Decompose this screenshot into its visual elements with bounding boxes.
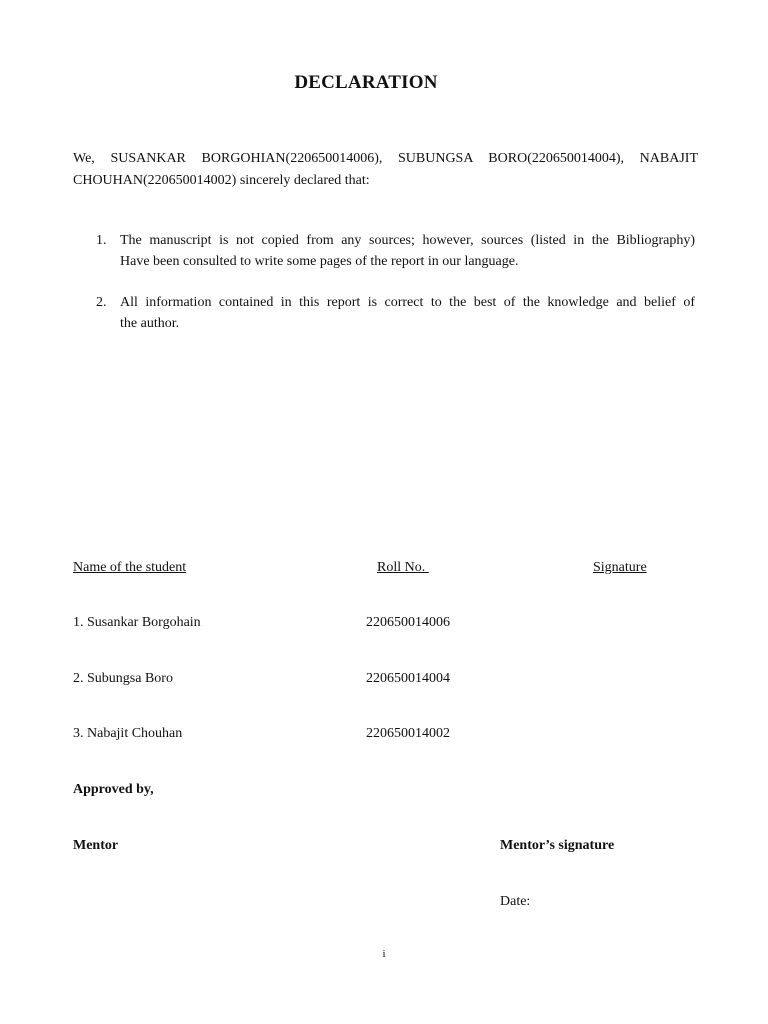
declaration-text-line-2: the author.	[120, 316, 180, 331]
student-roll: 220650014006	[366, 615, 450, 630]
declaration-text-line-1: The manuscript is not copied from any sources; however, sources (listed in the Bibliography)	[120, 233, 695, 248]
table-row	[73, 615, 693, 635]
date-label: Date:	[500, 894, 531, 909]
student-name: 2. Subungsa Boro	[73, 671, 173, 686]
header-name-of-student: Name of the student	[73, 560, 187, 575]
declaration-text-line-2: Have been consulted to write some pages of the report in our language.	[120, 254, 519, 269]
intro-line-2: CHOUHAN(220650014002) sincerely declared that:	[73, 173, 370, 188]
page-title: DECLARATION	[294, 72, 438, 93]
declaration-list	[96, 230, 695, 354]
declaration-number: 1.	[96, 233, 107, 248]
header-roll-no: Roll No.	[377, 560, 429, 575]
table-row	[73, 726, 693, 746]
intro-line-1: We, SUSANKAR BORGOHIAN(220650014006), SUBUNGSA BORO(220650014004), NABAJIT	[73, 151, 698, 166]
intro-paragraph	[73, 148, 698, 192]
mentor-label: Mentor	[73, 838, 119, 853]
declaration-number: 2.	[96, 295, 107, 310]
header-signature: Signature	[593, 560, 647, 575]
page-number: i	[382, 948, 386, 960]
student-roll: 220650014004	[366, 671, 450, 686]
student-roll: 220650014002	[366, 726, 450, 741]
declaration-item	[96, 292, 695, 334]
declaration-text-line-1: All information contained in this report is correct to the best of the knowledge and belief of	[120, 295, 695, 310]
student-table-header	[73, 560, 693, 580]
student-name: 1. Susankar Borgohain	[73, 615, 201, 630]
mentor-signature-label: Mentor’s signature	[500, 838, 615, 853]
declaration-item	[96, 230, 695, 272]
approved-by-label: Approved by,	[73, 782, 154, 797]
student-name: 3. Nabajit Chouhan	[73, 726, 183, 741]
table-row	[73, 671, 693, 691]
